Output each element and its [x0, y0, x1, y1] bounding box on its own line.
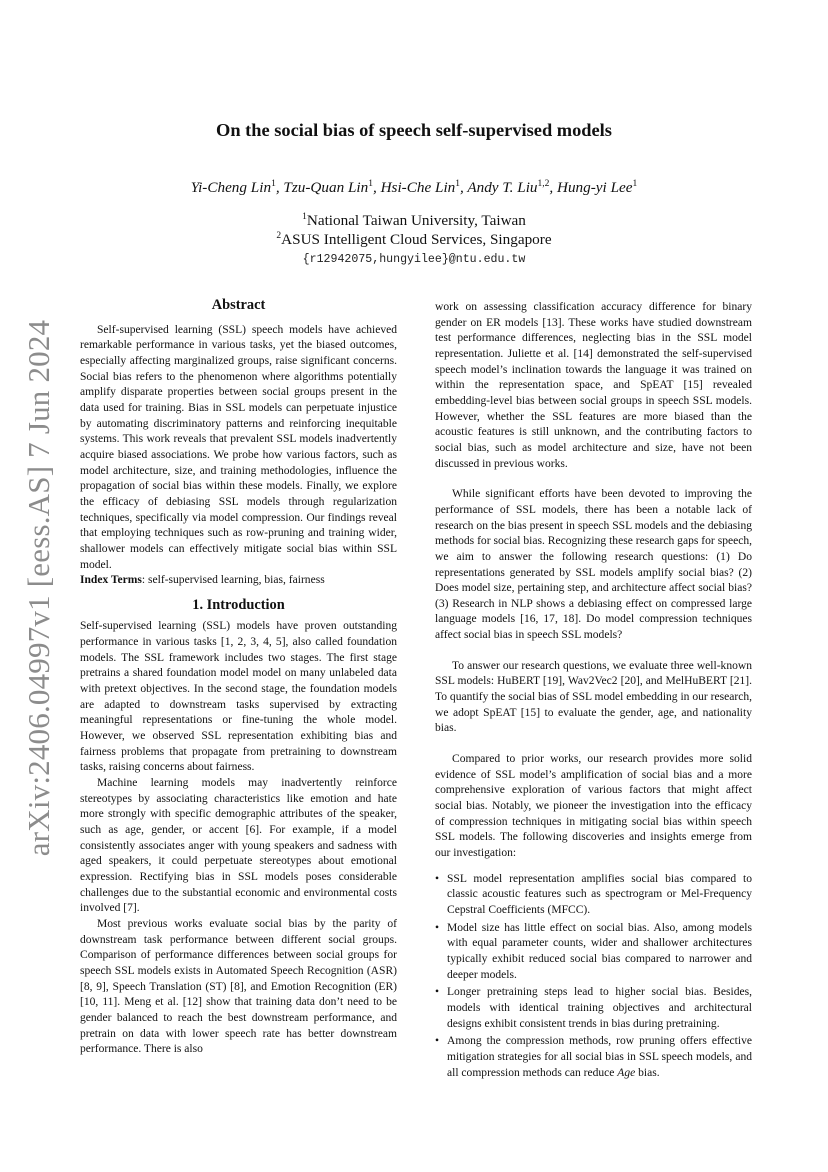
left-column: [80, 298, 397, 1058]
findings-list: [435, 872, 752, 1082]
affiliation-text: ASUS Intelligent Cloud Services, Singapore: [281, 231, 552, 249]
author-name: Tzu-Quan Lin: [283, 179, 369, 197]
arxiv-side-stamp: [16, 319, 62, 856]
author-name: Hung-yi Lee: [557, 179, 633, 197]
list-item-text: Longer pretraining steps lead to higher social bias. Besides, models with identical training objectives and architectural designs exhibit consistent trends in bias during pretraining.: [447, 986, 752, 1030]
affiliation-text: National Taiwan University, Taiwan: [306, 212, 526, 230]
body-paragraph: work on assessing classification accuracy difference for binary gender on ER models [13]. These works have studied downstream test performance differences, neglecting bias in the SSL model representation. Juliette et al. [14] demonstrated the self-supervised speech model’s inclination towards the language it was trained on within the representation space, and SpEAT [15] revealed embedding-level bias between social groups in speech SSL models. However, whether the SSL features are more biased than the acoustic features is still unknown, and the contributing factors to social bias, such as model architecture and size, have not been discussed in previous works.: [435, 301, 752, 470]
index-terms-label: Index Terms: [80, 574, 142, 587]
list-item: [435, 985, 752, 1032]
author-list: Yi-Cheng Lin$^1$, Tzu-Quan Lin$^1$, Hsi-Che Lin$^1$, Andy T. Liu$^{1,2}$, Hung-yi Lee$^1$: [190, 179, 638, 197]
body-paragraph: Most previous works evaluate social bias by the parity of downstream task performance between different social groups. Comparison of performance differences between social groups for speech SSL models exists in Automated Speech Recognition (ASR) [8, 9], Speech Translation (ST) [8], and Emotion Recognition (ER) [10, 11]. Meng et al. [12] show that training data don’t need to be gender balanced to reach the best downstream performance, and pretrain on data with lower speech rate has better downstream performance. There is also: [80, 917, 397, 1056]
introduction-heading: 1. Introduction: [192, 596, 285, 613]
bullet-icon: •: [435, 872, 440, 885]
paper-title: On the social bias of speech self-supervised models: [216, 120, 612, 140]
affiliation-line: [80, 231, 748, 249]
bullet-icon: •: [435, 986, 440, 999]
affiliation-mark: 2: [276, 231, 282, 241]
author-affiliation-mark: 1,2: [537, 179, 550, 189]
author-name: Hsi-Che Lin: [380, 179, 456, 197]
list-item-text: SSL model representation amplifies social bias compared to classic acoustic features such as spectrogram or Mel-Frequency Cepstral Coefficients (MFCC).: [447, 872, 752, 916]
body-paragraph: Compared to prior works, our research provides more solid evidence of SSL model’s amplification of social bias and a more comprehensive exploration of various factors that might affect social bias. Notably, we pioneer the investigation into the efficacy of compression techniques in mitigating social bias within speech SSL models. The following discoveries and insights emerge from our investigation:: [435, 753, 752, 859]
body-paragraph: While significant efforts have been devoted to improving the performance of SSL models, there has been a notable lack of research on the bias present in speech SSL models and the debiasing methods for social bias. Recognizing these research gaps for speech, we aim to answer the following research questions: (1) Do representations generated by SSL models amplify social bias? (2) Does model size, pertaining step, and architecture affect social bias? (3) Research in NLP shows a debiasing effect on compressed large language models [16, 17, 18]. Do model compression techniques affect social bias in speech SSL models?: [435, 488, 752, 642]
author-name: Yi-Cheng Lin: [190, 179, 272, 197]
abstract-heading: Abstract: [211, 297, 266, 313]
list-item-text: Model size has little effect on social bias. Also, among models with equal parameter counts, wider and shallower architectures typically exhibit reduced social bias compared to narrower and deeper models.: [447, 921, 752, 981]
author-affiliation-mark: 1: [455, 179, 461, 189]
index-terms-text: : self-supervised learning, bias, fairness: [141, 574, 325, 587]
affiliation-line: [80, 212, 748, 230]
abstract-text: Self-supervised learning (SSL) speech models have achieved remarkable performance in various tasks, yet the biased outcomes, especially affecting marginalized groups, raise significant concerns. Social bias refers to the phenomenon where algorithms potentially amplify disparate properties between social groups present in the data used for training. Bias in SSL models can perpetuate injustice by automating discriminatory patterns and reinforcing inequitable systems. This work reveals that prevalent SSL models inadvertently acquire biased associations. We probe how various factors, such as model architecture, size, and training methodologies, influence the propagation of social bias within these models. Finally, we explore the efficacy of debiasing SSL models through regularization techniques, specifically via model compression. Our findings reveal that employing techniques such as row-pruning and training wider, shallower models can effectively mitigate social bias within SSL model.: [80, 323, 397, 571]
list-item-text-part: Among the compression methods, row pruning offers effective mitigation strategies for all social bias in SSL speech models, and all compression methods can reduce: [447, 1035, 752, 1079]
bullet-icon: •: [435, 1035, 440, 1048]
index-terms: [80, 573, 397, 589]
body-paragraph: Self-supervised learning (SSL) models have proven outstanding performance in various tasks [1, 2, 3, 4, 5], also called foundation models. The SSL framework includes two stages. The first stage pretrains a shared foundation model model on many unlabeled data with pretext objectives. In the second stage, the foundation models are adapted to downstream tasks supervised by extracting meaningful representations or fine-tuning the whole model. However, we observed SSL representation exhibiting bias and fairness problems that propagate from pretraining to downstream tasks, raising concerns about fairness.: [80, 620, 397, 774]
right-column: [435, 300, 752, 1083]
body-paragraph: To answer our research questions, we evaluate three well-known SSL models: HuBERT [19], Wav2Vec2 [20], and MelHuBERT [21]. To quantify the social bias of SSL model embedding in our research, we adopt SpEAT [15] to evaluate the gender, age, and nationality bias.: [435, 659, 752, 735]
author-affiliation-mark: 1: [368, 179, 373, 189]
author-name: Andy T. Liu: [467, 179, 538, 197]
bullet-icon: •: [435, 921, 440, 934]
author-emails: {r12942075,hungyilee}@ntu.edu.tw: [302, 253, 526, 266]
author-affiliation-mark: 1: [271, 179, 276, 189]
affiliation-mark: 1: [302, 212, 307, 222]
list-item-text: [447, 1035, 752, 1078]
list-item: [435, 921, 752, 984]
list-item-emphasis: Age: [617, 1066, 636, 1079]
arxiv-identifier: arXiv:2406.04997v1 [eess.AS] 7 Jun 2024: [21, 319, 57, 856]
list-item: [435, 872, 752, 919]
author-affiliation-mark: 1: [632, 179, 638, 189]
list-item-text-part: bias.: [635, 1066, 660, 1079]
body-paragraph: Machine learning models may inadvertently reinforce stereotypes by associating characteristics like emotion and hate more strongly with specific demographic attributes of the speaker, such as age, gender, or accent [6]. For example, if a model consistently associates anger with young speakers and sadness with aged speakers, it could perpetuate stereotypes about emotional expression. Rectifying bias in SSL models poses considerable challenges due to the substantial economic and environmental costs involved [7].: [80, 777, 397, 915]
list-item: [435, 1034, 752, 1081]
